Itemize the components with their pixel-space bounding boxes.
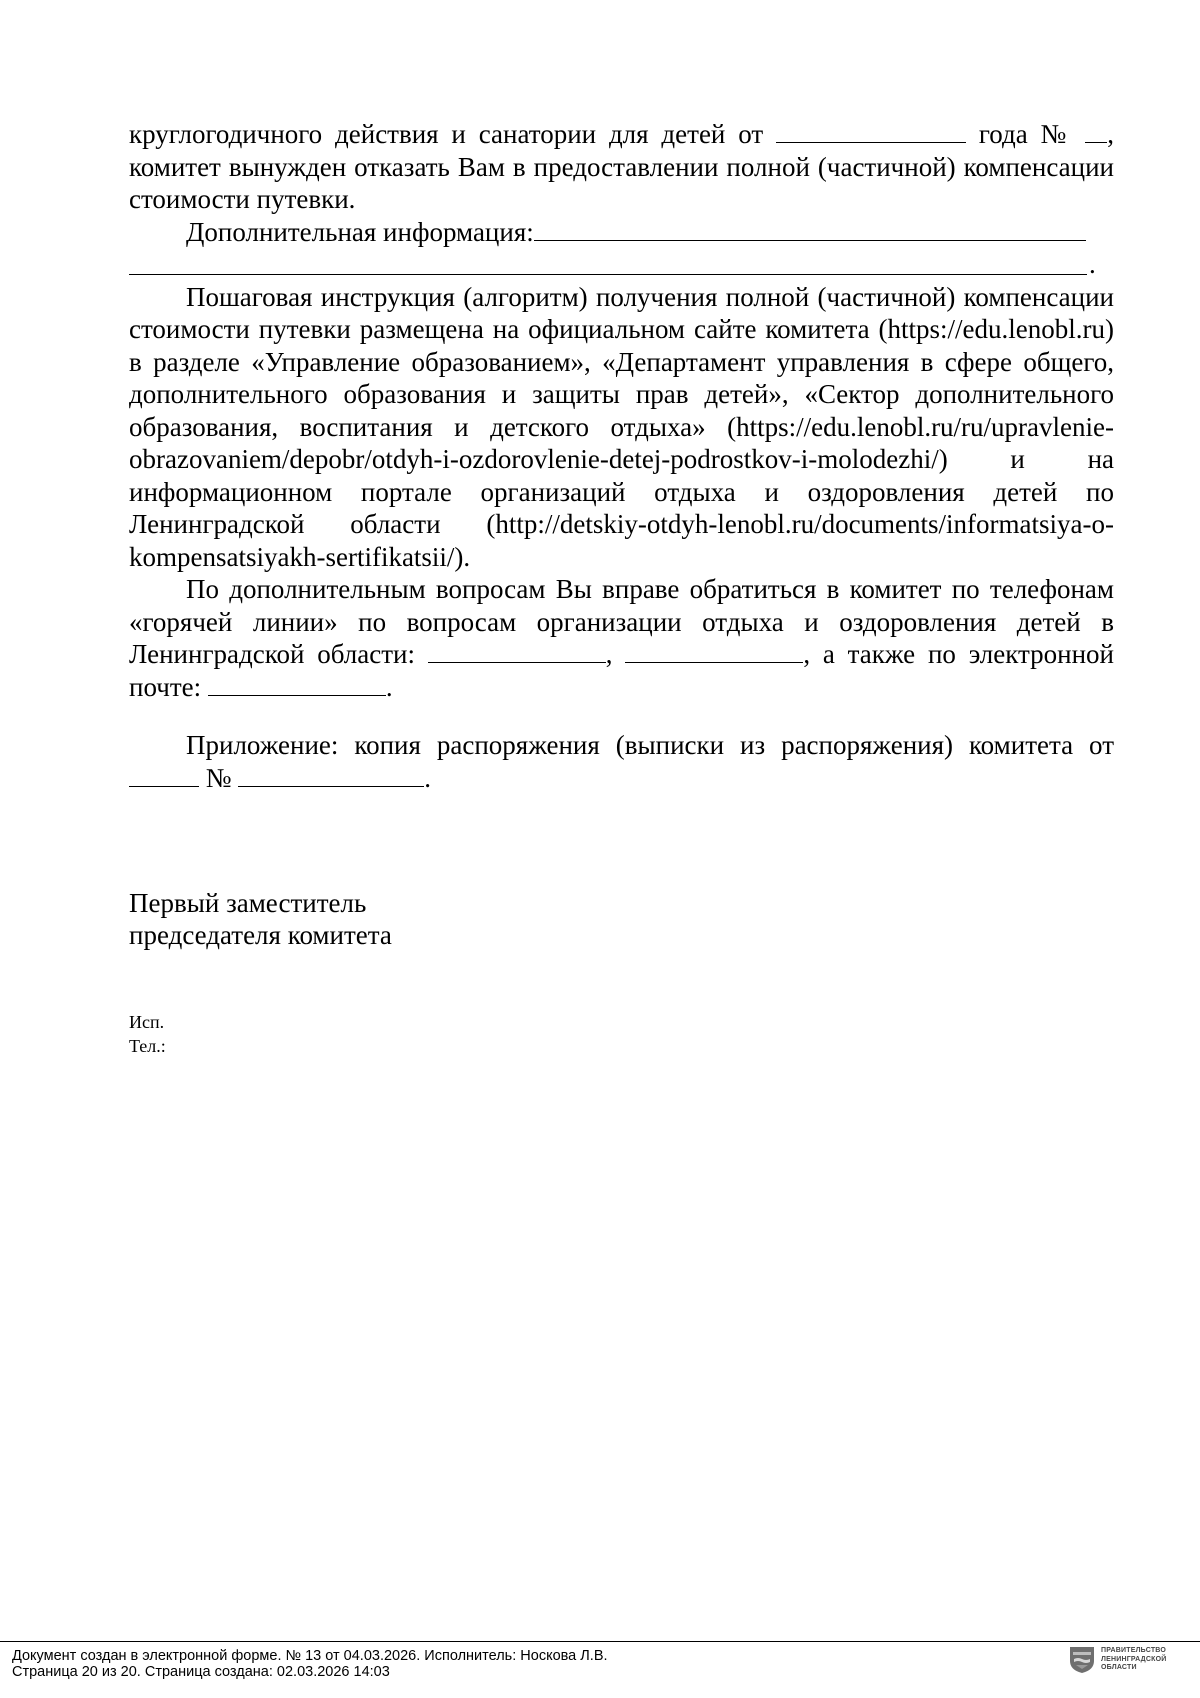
- date-blank: [776, 118, 966, 143]
- paragraph-instruction: [129, 281, 1114, 574]
- refusal-text-end: комитет вынужден отказать Вам в предоставлении полной (частичной) компенсации стоимости путевки.: [129, 151, 1114, 214]
- attachment-text: Приложение: копия распоряжения (выписки из распоряжения) комитета от: [186, 730, 1114, 760]
- logo-caption-line1: ПРАВИТЕЛЬСТВО: [1101, 1647, 1167, 1655]
- additional-info-blank: [534, 216, 1086, 241]
- additional-info-second-line: [129, 248, 1114, 281]
- letter-body: [129, 118, 1114, 794]
- attachment-date-blank: [129, 762, 199, 787]
- number-blank: [1085, 118, 1107, 143]
- refusal-text-year: года №: [978, 119, 1073, 149]
- paragraph-attachment: Приложение: копия распоряжения (выписки из распоряжения) комитета от № .: [129, 729, 1114, 794]
- attachment-number-blank: [238, 762, 424, 787]
- signature-block: [129, 887, 392, 951]
- logo-caption-line3: ОБЛАСТИ: [1101, 1664, 1137, 1672]
- attachment-number-sign: №: [205, 762, 232, 793]
- refusal-text-start: круглогодичного действия и санатории для детей от: [129, 119, 764, 149]
- phone-blank-1: [428, 638, 606, 663]
- signature-title-line1: Первый заместитель: [129, 888, 367, 918]
- paragraph-refusal: круглогодичного действия и санатории для детей от года № , комитет вынужден отказать Вам в предоставлении полной (частичной) компенсации стоимости путевки.: [129, 119, 1114, 214]
- paragraph-additional-info: [129, 216, 1114, 249]
- footer-document-line: Документ создан в электронной форме. № 13 от 04.03.2026. Исполнитель: Носкова Л.В.: [12, 1648, 608, 1664]
- email-blank: [208, 671, 386, 696]
- phone-blank-2: [625, 638, 803, 663]
- contacts-email-text: а также по электронной почте:: [129, 639, 1114, 702]
- additional-info-label: Дополнительная информация:: [186, 216, 534, 247]
- executor-label: Исп.: [129, 1012, 165, 1032]
- executor-phone-label: Тел.:: [129, 1036, 166, 1056]
- signature-title-line2: председателя комитета: [129, 920, 392, 950]
- contacts-text: По дополнительным вопросам Вы вправе обратиться в комитет по телефонам «горячей линии» по вопросам организации отдыха и оздоровления детей в Ленинградской области:: [129, 574, 1114, 669]
- instruction-text: Пошаговая инструкция (алгоритм) получения полной (частичной) компенсации стоимости путевки размещена на официальном сайте комитета (https://edu.lenobl.ru) в разделе «Управление образованием», «Департамент управления в сфере общего, дополнительного образования и защиты прав детей», «Сектор дополнительного образования, воспитания и детского отдыха» (https://edu.lenobl.ru/ru/upravlenie-obrazovaniem/depobr/otdyh-i-ozdorovlenie-detej-podrostkov-i-molodezhi/) и на информационном портале организаций отдыха и оздоровления детей по Ленинградской области (http://detskiy-otdyh-lenobl.ru/documents/informatsiya-o-kompensatsiyakh-sertifikatsii/).: [129, 281, 1114, 572]
- logo-caption-line2: ЛЕНИНГРАДСКОЙ: [1101, 1655, 1167, 1663]
- paragraph-contacts: По дополнительным вопросам Вы вправе обратиться в комитет по телефонам «горячей линии» по вопросам организации отдыха и оздоровления детей в Ленинградской области: , , а также по электронной почте: .: [129, 574, 1114, 702]
- executor-block: [129, 1010, 166, 1058]
- footer-info: [12, 1648, 608, 1680]
- footer-page-line: Страница 20 из 20. Страница создана: 02.03.2026 14:03: [12, 1664, 390, 1680]
- footer-divider: [0, 1641, 1200, 1642]
- additional-info-period: .: [1089, 249, 1096, 279]
- logo-caption: [1101, 1647, 1166, 1673]
- government-logo: [1069, 1646, 1166, 1674]
- additional-info-blank-line: [129, 248, 1087, 275]
- coat-of-arms-icon: [1069, 1646, 1095, 1674]
